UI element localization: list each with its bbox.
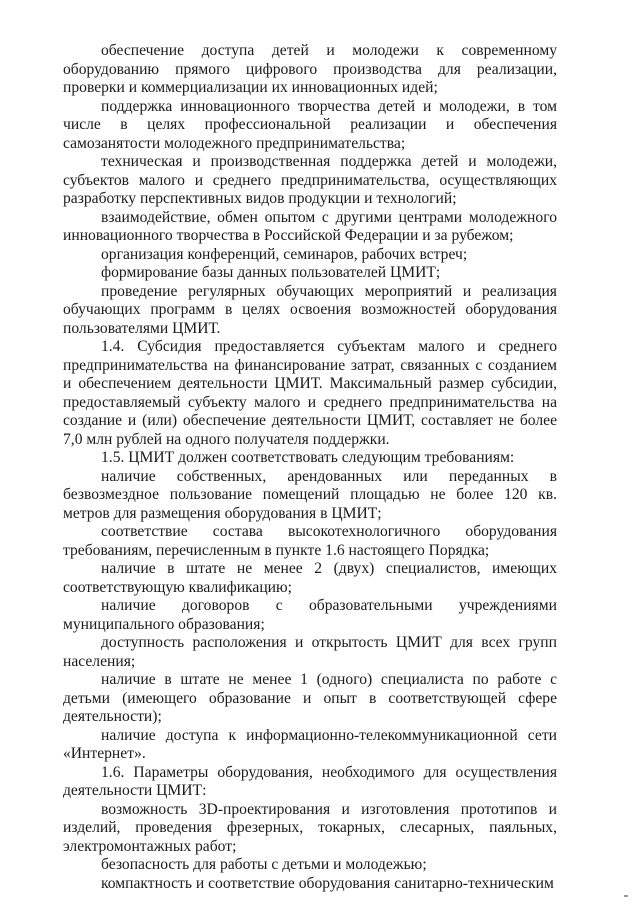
paragraph-3d-design: возможность 3D-проектирования и изготовления прототипов и изделий, проведения фрезерных, токарных, слесарных, паяльных, электромонтажных работ; xyxy=(63,800,557,855)
paragraph-user-database: формирование базы данных пользователей ЦМИТ; xyxy=(101,264,441,281)
paragraph-internet-access: наличие доступа к информационно-телекоммуникационной сети «Интернет». xyxy=(63,726,557,762)
paragraph-premises: наличие собственных, арендованных или переданных в безвозмездное пользование помещений площадью не более 120 кв. метров для размещения оборудования в ЦМИТ; xyxy=(63,467,557,522)
paragraph-section-1-4: 1.4. Субсидия предоставляется субъектам малого и среднего предпринимательства на финансирование затрат, связанных с созданием и обеспечением деятельности ЦМИТ. Максимальный размер субсидии, предоставляемый субъекту малого и среднего предпринимательства на создание и (или) обеспечение деятельности ЦМИТ, составляет не более 7,0 млн рублей на одного получателя поддержки. xyxy=(63,338,557,448)
paragraph-training-events: проведение регулярных обучающих мероприятий и реализация обучающих программ в целях освоения возможностей оборудования пользователями ЦМИТ. xyxy=(63,282,557,337)
paragraph-accessibility: доступность расположения и открытость ЦМИТ для всех групп населения; xyxy=(63,634,557,670)
paragraph-equipment-compliance: соответствие состава высокотехнологичного оборудования требованиям, перечисленным в пункте 1.6 настоящего Порядка; xyxy=(63,523,557,559)
document-page xyxy=(63,42,557,893)
paragraph-access-equipment: обеспечение доступа детей и молодежи к современному оборудованию прямого цифрового производства для реализации, проверки и коммерциализации их инновационных идей; xyxy=(63,42,557,96)
paragraph-conferences: организация конференций, семинаров, рабочих встреч; xyxy=(101,245,468,263)
paragraph-cooperation: взаимодействие, обмен опытом с другими центрами молодежного инновационного творчества в Российской Федерации и за рубежом; xyxy=(63,208,557,244)
paragraph-safety: безопасность для работы с детьми и молодежью; xyxy=(101,856,427,873)
paragraph-innovation-support: поддержка инновационного творчества детей и молодежи, в том числе в целях профессиональной реализации и обеспечения самозанятости молодежного предпринимательства; xyxy=(63,97,557,152)
paragraph-section-1-6: 1.6. Параметры оборудования, необходимого для осуществления деятельности ЦМИТ: xyxy=(63,763,557,799)
paragraph-section-1-5: 1.5. ЦМИТ должен соответствовать следующим требованиям: xyxy=(101,449,515,466)
paragraph-child-specialist: наличие в штате не менее 1 (одного) специалиста по работе с детьми (имеющего образование и опыт в соответствующей сфере деятельности); xyxy=(63,671,557,725)
paragraph-technical-support: техническая и производственная поддержка детей и молодежи, субъектов малого и среднего предпринимательства, осуществляющих разработку перспективных видов продукции и технологий; xyxy=(63,153,557,207)
paragraph-compactness: компактность и соответствие оборудования санитарно-техническим xyxy=(101,874,554,892)
paragraph-specialists: наличие в штате не менее 2 (двух) специалистов, имеющих соответствующую квалификацию; xyxy=(63,560,557,596)
paragraph-education-contracts: наличие договоров с образовательными учреждениями муниципального образования; xyxy=(63,597,557,633)
scan-mark xyxy=(624,895,628,897)
